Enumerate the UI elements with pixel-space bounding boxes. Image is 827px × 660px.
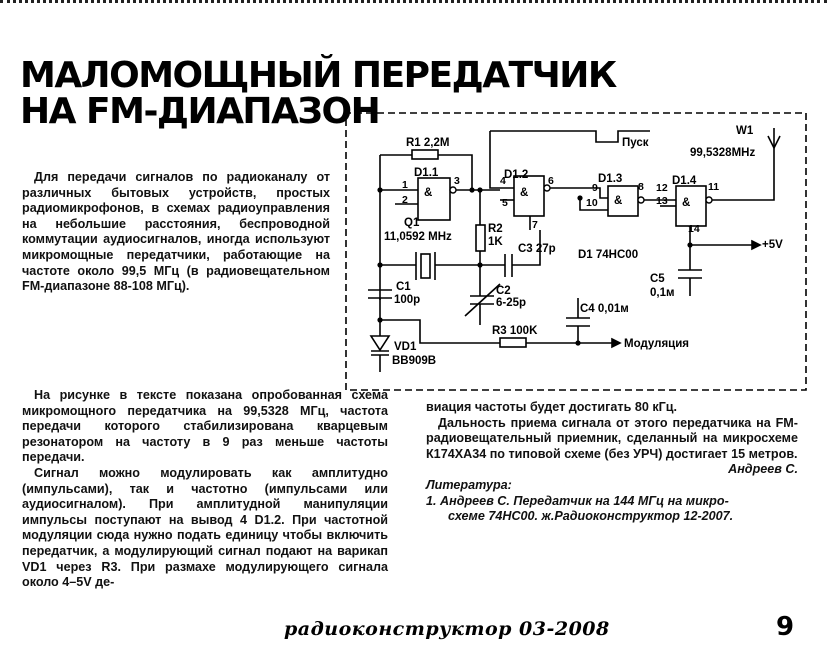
label-r2: R2	[488, 223, 503, 235]
resistor-r3	[500, 338, 526, 347]
pin-14: 14	[688, 223, 700, 235]
pin-13: 13	[656, 195, 668, 207]
reference-1-line-2: схеме 74НС00. ж.Радиоконструктор 12-2007.	[448, 509, 734, 524]
references-title: Литература:	[426, 477, 512, 492]
label-d1-3-and: &	[614, 195, 623, 207]
label-d1-2-and: &	[520, 187, 529, 199]
label-c5-value: 0,1м	[650, 287, 675, 299]
pin-6: 6	[548, 175, 554, 187]
paragraph-3: Сигнал можно модулировать как амплитудно (импульсами), так и частотно (импульсами или аудиосигналом). При амплитудной манипуляции импульсы поступают на вывод 4 D1.2. При частотной модуляции сюда нужно подать единицу чтобы включить передатчик, а модулирующий сигнал подают на варикап VD1 через R3. При размахе модулирующего сигнала около 4–5V де-	[22, 465, 388, 590]
pin-7: 7	[532, 219, 538, 231]
label-r3: R3 100K	[492, 325, 538, 337]
label-c1: C1	[396, 281, 411, 293]
label-d1-1-and: &	[424, 187, 433, 199]
resistor-r2	[476, 225, 485, 251]
author-signature: Андреев С.	[728, 462, 798, 477]
pin-3: 3	[454, 175, 460, 187]
label-vd1: VD1	[394, 341, 417, 353]
label-d1-1: D1.1	[414, 167, 439, 179]
label-supply: +5V	[762, 239, 783, 251]
gate-d1-4	[676, 186, 706, 226]
label-c3: C3 27p	[518, 243, 556, 255]
reference-1-line-1: 1. Андреев С. Передатчик на 144 МГц на микро-	[426, 493, 729, 508]
title-line-2: НА FM-ДИАПАЗОН	[20, 91, 380, 132]
label-d1-4-and: &	[682, 197, 691, 209]
gate-d1-1	[418, 178, 450, 220]
label-c1-value: 100p	[394, 294, 421, 306]
pin-11: 11	[708, 181, 720, 193]
gate-d1-2	[514, 176, 544, 216]
pin-2: 2	[402, 194, 408, 206]
paragraph-4: виация частоты будет достигать 80 кГц.	[426, 400, 678, 414]
label-w1: W1	[736, 125, 754, 137]
pin-12: 12	[656, 182, 668, 194]
label-q1: Q1	[404, 217, 420, 229]
label-c2-value: 6-25p	[496, 297, 527, 309]
label-d1-3: D1.3	[598, 173, 623, 185]
label-c5: C5	[650, 273, 665, 285]
label-d1-2: D1.2	[504, 169, 529, 181]
magazine-footer: радиоконструктор 03-2008	[284, 618, 610, 640]
label-w1-frequency: 99,5328MHz	[690, 147, 756, 159]
gate-d1-3	[608, 186, 638, 216]
label-d1-4: D1.4	[672, 175, 697, 187]
pin-5: 5	[502, 197, 508, 209]
pin-8: 8	[638, 181, 644, 193]
pin-1: 1	[402, 179, 408, 191]
crystal-q1	[421, 254, 430, 278]
paragraph-5: Дальность приема сигнала от этого передатчика на FM-радиовещательный приемник, сделанный на микросхеме К174ХА34 по типовой схеме (без УРЧ) достигает 15 метров.	[426, 415, 798, 461]
resistor-r1	[412, 150, 438, 159]
label-r1: R1 2,2M	[406, 137, 450, 149]
pin-9: 9	[592, 182, 598, 194]
label-c2: C2	[496, 285, 511, 297]
text-column-left-bottom	[22, 388, 388, 591]
pin-4: 4	[500, 175, 506, 187]
label-vd1-type: BB909B	[392, 355, 437, 367]
paragraph-1: Для передачи сигналов по радиоканалу от различных бытовых устройств, простых радиомикрофонов, в схемах радиоуправления на небольшие расстояния, беспроводной коммутации аудиосигналов, иногда используют микромощные передатчики, работающие на частоте около 99,5 МГц (в радиовещательном FM-диапазоне 88-108 МГц).	[22, 170, 330, 294]
label-q1-frequency: 11,0592 MHz	[384, 231, 452, 243]
label-modulation: Модуляция	[624, 338, 690, 350]
page-number: 9	[776, 612, 795, 642]
text-column-left-top	[22, 170, 330, 295]
label-chip: D1 74HC00	[578, 249, 639, 261]
pin-10: 10	[586, 197, 598, 209]
label-start: Пуск	[622, 137, 649, 149]
label-r2-value: 1K	[488, 236, 503, 248]
paragraph-2: На рисунке в тексте показана опробованная схема микромощного передатчика на 99,5328 МГц, частота передачи которого стабилизирована кварцевым резонатором на частоту в 9 раз меньше частоты передачи.	[22, 388, 388, 465]
label-c4: C4 0,01м	[580, 303, 629, 315]
title-line-1: МАЛОМОЩНЫЙ ПЕРЕДАТЧИК	[20, 55, 616, 96]
text-column-right	[426, 400, 798, 525]
